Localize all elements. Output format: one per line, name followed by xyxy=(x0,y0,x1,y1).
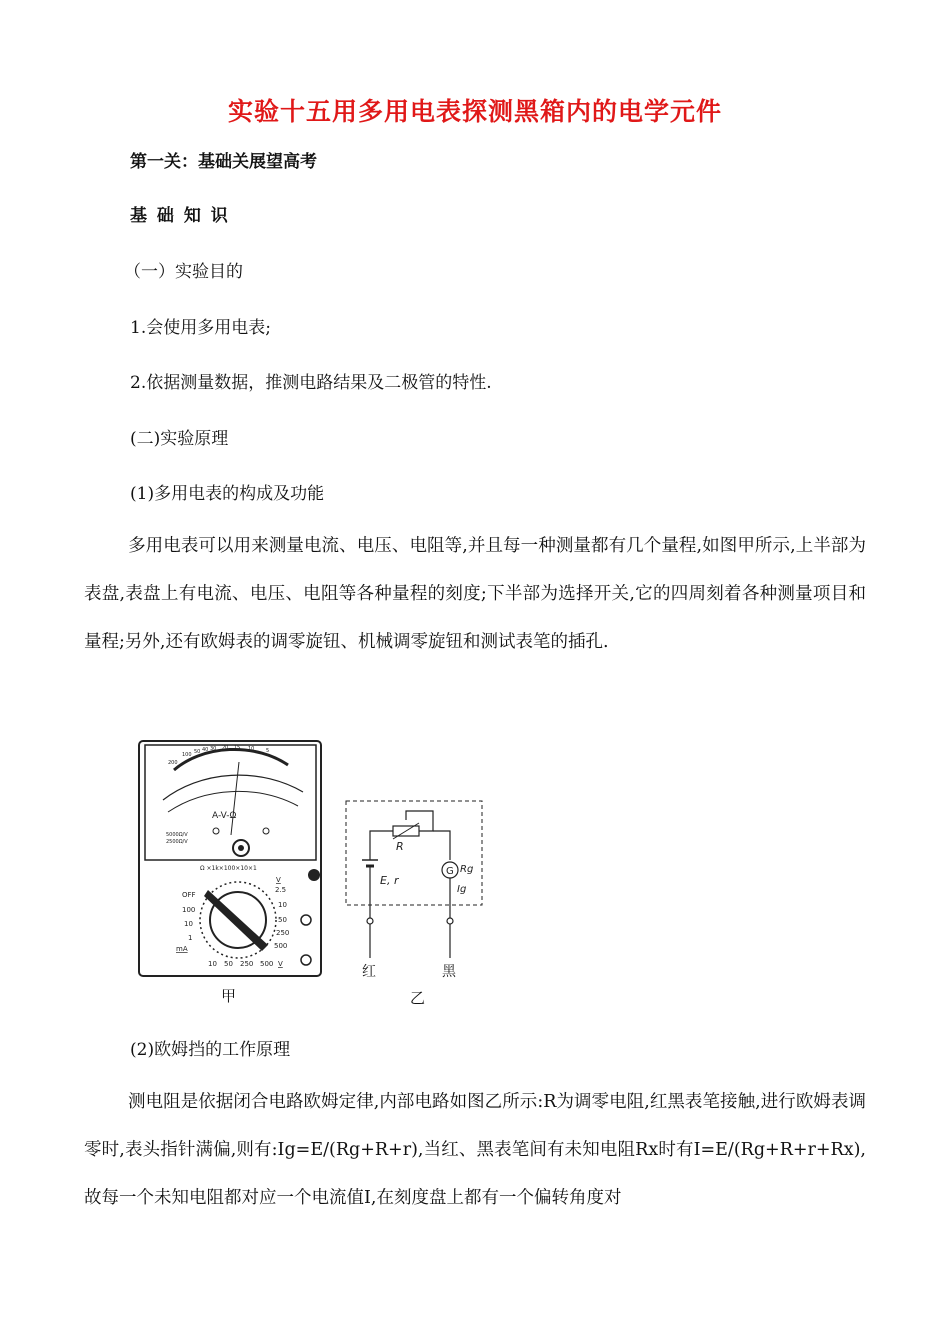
resistor-label: R xyxy=(396,840,404,853)
purpose-item-2: 2.依据测量数据，推测电路结果及二极管的特性. xyxy=(130,373,492,393)
paragraph-multimeter xyxy=(84,522,866,666)
figure-caption-a: 甲 xyxy=(221,987,237,1005)
purpose-item-1: 1.会使用多用电表; xyxy=(130,318,271,338)
switch-50v: 50 xyxy=(224,960,233,968)
switch-1ma: 1 xyxy=(188,934,193,942)
battery-label: E, r xyxy=(380,874,399,887)
dial-label-40: 40 xyxy=(202,747,209,753)
black-probe-label: 黑 xyxy=(442,964,456,980)
dial-note-5000: 5000Ω/V xyxy=(166,832,188,838)
switch-500v-r: 500 xyxy=(274,942,288,950)
switch-10v-r: 10 xyxy=(278,901,287,909)
dial-label-200: 200 xyxy=(168,760,178,766)
red-probe-label: 红 xyxy=(362,964,376,980)
switch-off: OFF xyxy=(182,891,196,899)
paragraph-ohmmeter xyxy=(84,1078,866,1222)
switch-10v: 10 xyxy=(208,960,217,968)
switch-v-label: V xyxy=(278,960,283,968)
page-title: 实验十五用多用电表探测黑箱内的电学元件 xyxy=(227,97,722,126)
principle-heading: (二)实验原理 xyxy=(130,429,229,449)
switch-right-v: V xyxy=(276,876,281,884)
switch-2.5v: 2.5 xyxy=(275,886,287,894)
subheading: 基 础 知 识 xyxy=(130,206,230,226)
switch-500v: 500 xyxy=(260,960,274,968)
purpose-heading: （一）实验目的 xyxy=(124,262,243,282)
switch-50v-r: 50 xyxy=(278,916,287,924)
principle-item-1: (1)多用电表的构成及功能 xyxy=(130,484,325,504)
dial-label-15: 15 xyxy=(234,745,241,751)
switch-100ma: 100 xyxy=(182,906,196,914)
switch-250v: 250 xyxy=(240,960,254,968)
dial-label-50: 50 xyxy=(194,749,201,755)
dial-label-5: 5 xyxy=(266,748,270,754)
section-heading: 第一关：基础关展望高考 xyxy=(130,152,317,172)
dial-label-30: 30 xyxy=(210,746,217,752)
circuit-figure xyxy=(340,798,490,983)
multimeter-figure xyxy=(138,740,323,978)
galvanometer-label: G xyxy=(446,866,454,877)
principle-item-2: (2)欧姆挡的工作原理 xyxy=(130,1040,291,1060)
dial-label-20: 20 xyxy=(222,745,229,751)
dial-label-100: 100 xyxy=(182,752,192,758)
switch-10ma: 10 xyxy=(184,920,193,928)
range-top-label: Ω ×1k×100×10×1 xyxy=(200,865,257,872)
dial-note-2500: 2500Ω/V xyxy=(166,839,188,845)
dial-center-label: A-V-Ω xyxy=(212,811,237,821)
paragraph-ohmmeter-text: 测电阻是依据闭合电路欧姆定律,内部电路如图乙所示:R为调零电阻,红黑表笔接触,进行欧姆表调零时,表头指针满偏,则有:Ig=E/(Rg+R+r),当红、黑表笔间有未知电阻Rx时有I=E/(Rg+R+r+Rx),故每一个未知电阻都对应一个电流值I,在刻度盘上都有一个偏转角度对 xyxy=(84,1092,866,1208)
galv-resistance-label: Rg xyxy=(460,864,474,875)
paragraph-multimeter-text: 多用电表可以用来测量电流、电压、电阻等,并且每一种测量都有几个量程,如图甲所示,上半部为表盘,表盘上有电流、电压、电阻等各种量程的刻度;下半部为选择开关,它的四周刻着各种测量项目和量程;另外,还有欧姆表的调零旋钮、机械调零旋钮和测试表笔的插孔. xyxy=(84,536,866,652)
switch-ma-label: mA xyxy=(176,945,188,953)
figure-caption-b: 乙 xyxy=(410,989,426,1007)
galv-current-label: Ig xyxy=(457,884,467,895)
dial-label-10: 10 xyxy=(248,746,255,752)
switch-250v-r: 250 xyxy=(276,929,290,937)
